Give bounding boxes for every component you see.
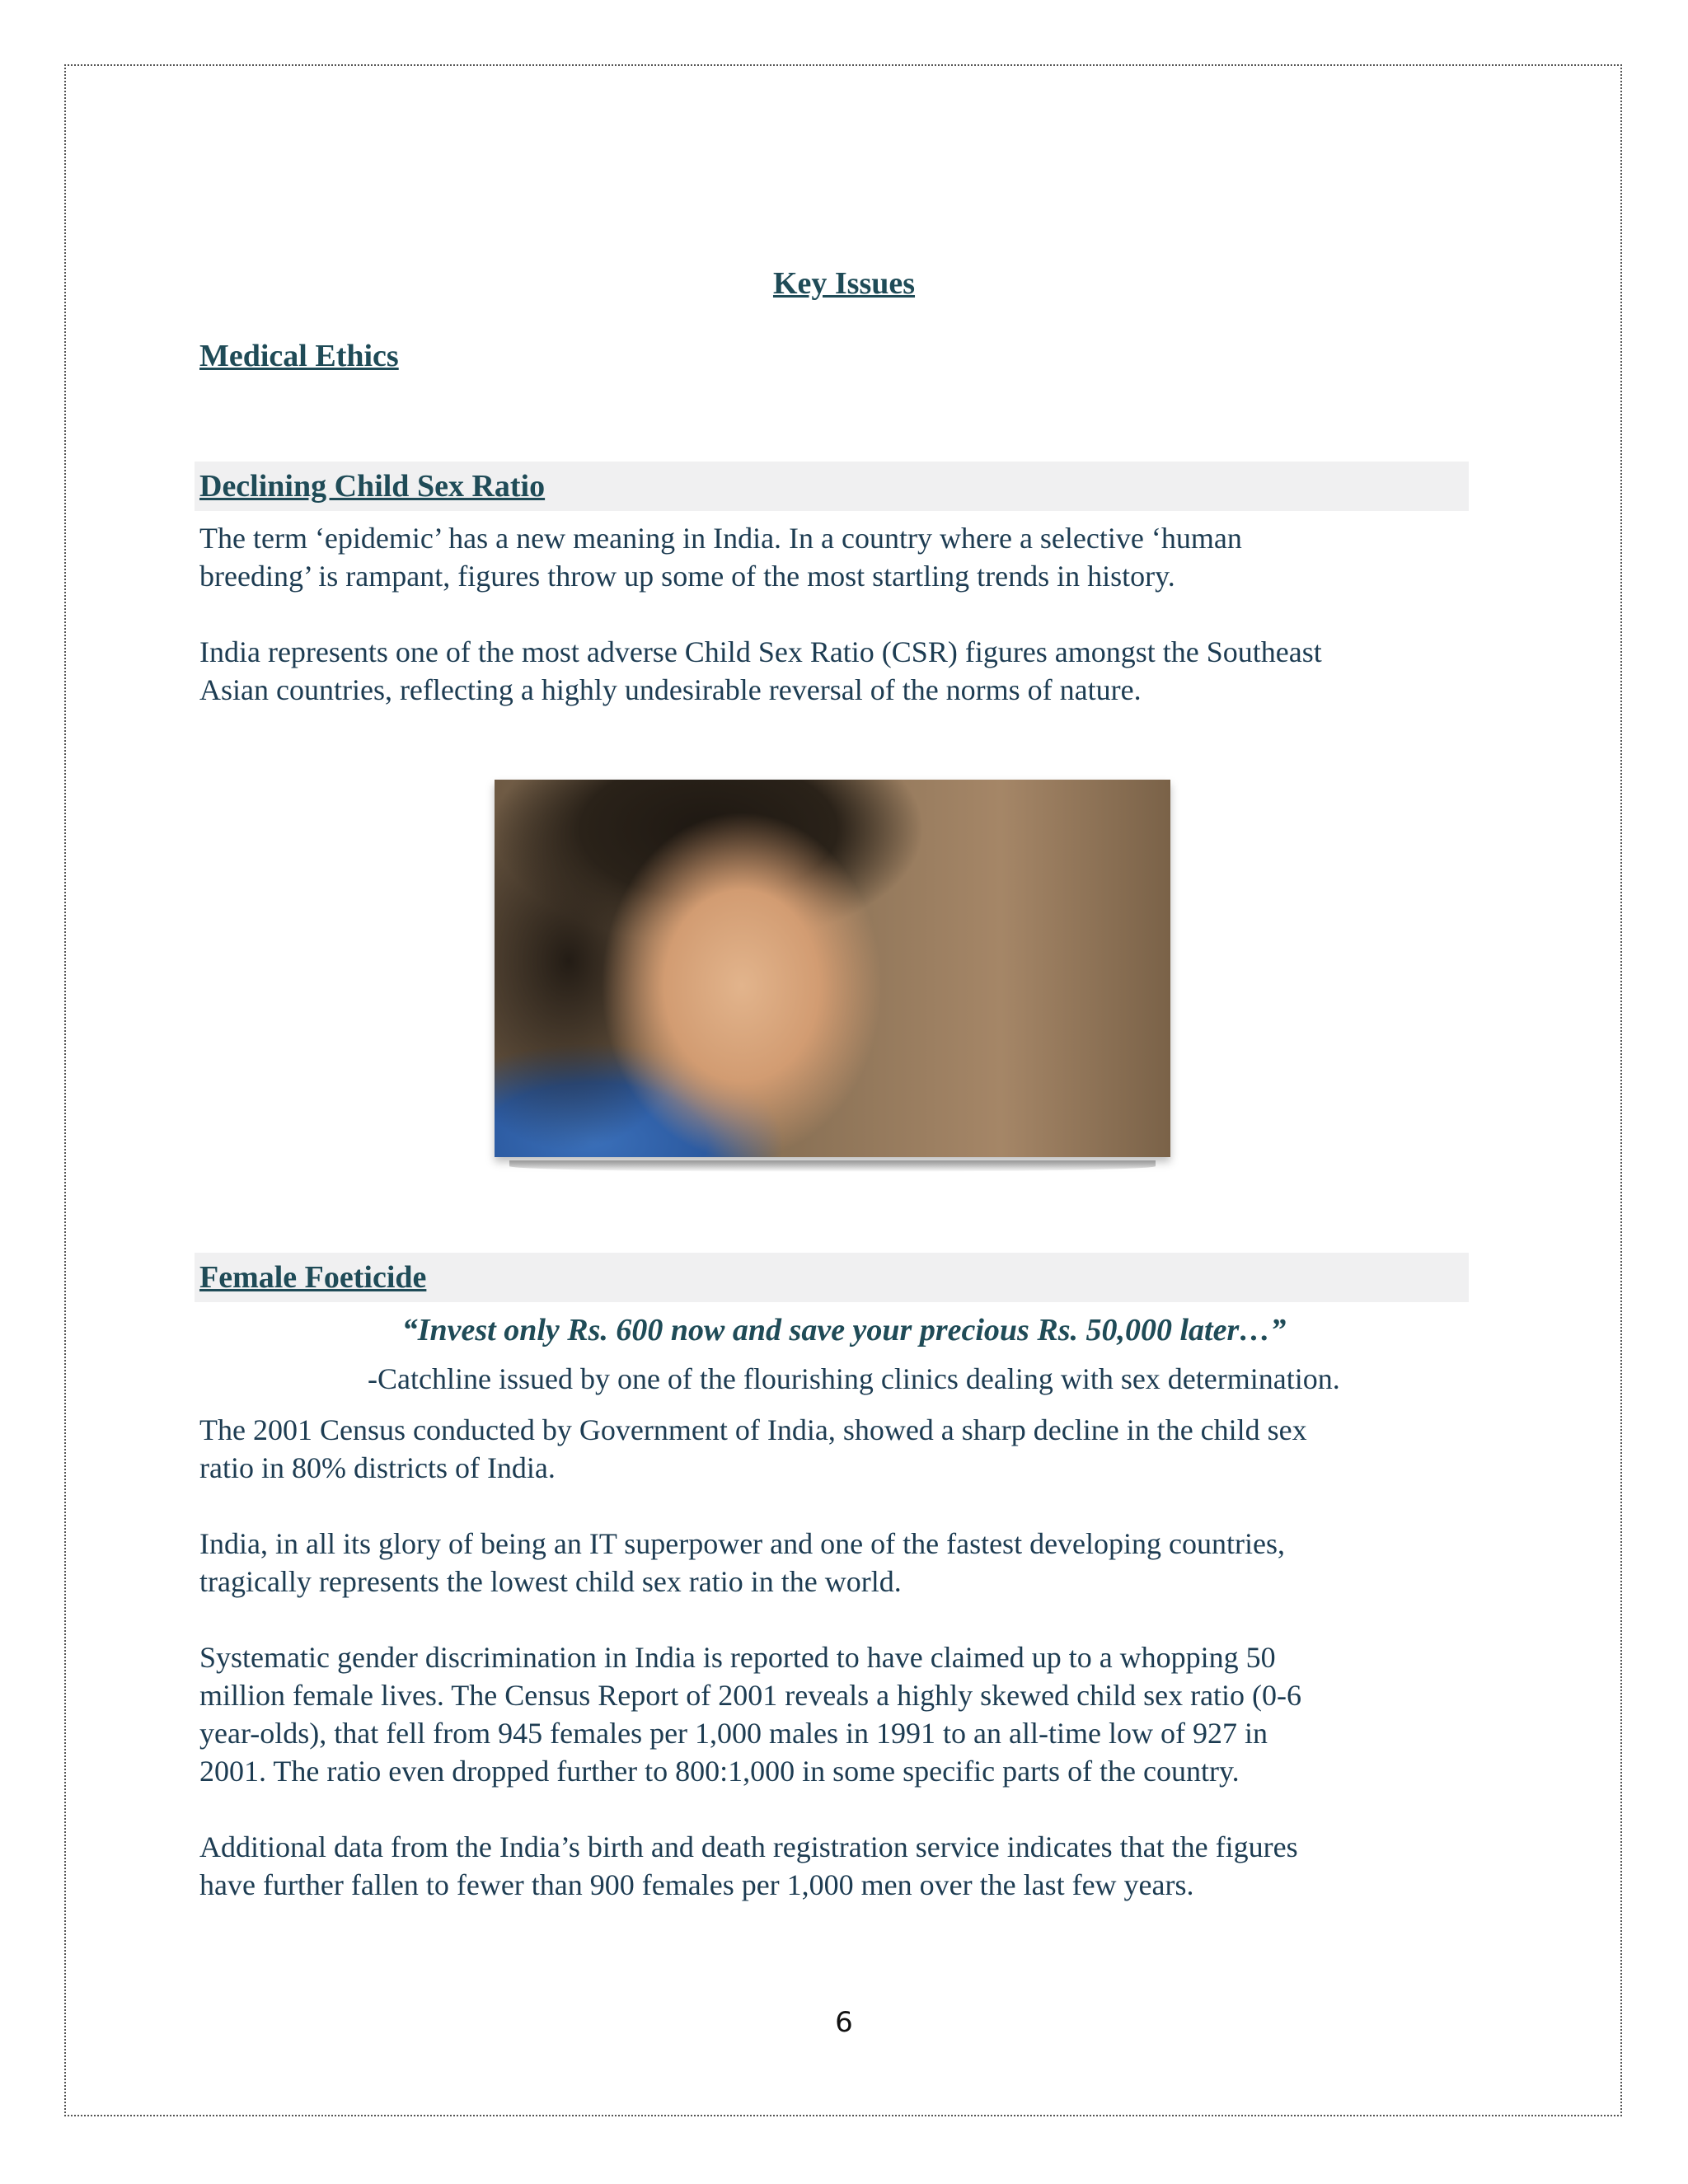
text-line: India represents one of the most adverse Child Sex Ratio (CSR) figures amongst the Southeast: [199, 635, 1322, 668]
text-line: The term ‘epidemic’ has a new meaning in India. In a country where a selective ‘human: [199, 522, 1242, 555]
paragraph-epidemic: [199, 519, 1469, 595]
child-photo-figure: [495, 780, 1170, 1157]
text-line: The 2001 Census conducted by Government of India, showed a sharp decline in the child sex: [199, 1413, 1307, 1446]
text-line: Systematic gender discrimination in India is reported to have claimed up to a whopping 50: [199, 1641, 1276, 1674]
text-line: year-olds), that fell from 945 females per 1,000 males in 1991 to an all-time low of 927 in: [199, 1717, 1268, 1750]
section-band-child-sex-ratio: [195, 462, 1469, 511]
text-line: ratio in 80% districts of India.: [199, 1451, 556, 1484]
page-number: 6: [835, 2006, 853, 2039]
section-heading-child-sex-ratio: Declining Child Sex Ratio: [199, 469, 546, 504]
text-line: Additional data from the India’s birth and death registration service indicates that the figures: [199, 1830, 1298, 1863]
text-line: 2001. The ratio even dropped further to 800:1,000 in some specific parts of the country.: [199, 1755, 1240, 1788]
section-heading-female-foeticide: Female Foeticide: [199, 1260, 427, 1295]
catchline: -Catchline issued by one of the flourishing clinics dealing with sex determination.: [368, 1362, 1340, 1395]
paragraph-it-superpower: [199, 1525, 1469, 1601]
section-band-female-foeticide: [195, 1253, 1469, 1302]
paragraph-csr: [199, 633, 1469, 709]
photo-shadow: [509, 1160, 1156, 1172]
section-heading-medical-ethics: Medical Ethics: [199, 339, 399, 373]
paragraph-discrimination: [199, 1638, 1469, 1790]
text-line: breeding’ is rampant, figures throw up some of the most startling trends in history.: [199, 560, 1175, 593]
text-line: have further fallen to fewer than 900 females per 1,000 men over the last few years.: [199, 1868, 1194, 1901]
text-line: tragically represents the lowest child sex ratio in the world.: [199, 1565, 902, 1598]
paragraph-census: [199, 1411, 1469, 1487]
page-title: Key Issues: [772, 266, 916, 301]
text-line: million female lives. The Census Report of 2001 reveals a highly skewed child sex ratio (0-6: [199, 1679, 1302, 1712]
text-line: Asian countries, reflecting a highly undesirable reversal of the norms of nature.: [199, 673, 1142, 706]
text-line: India, in all its glory of being an IT superpower and one of the fastest developing countries,: [199, 1527, 1285, 1560]
child-photo: [495, 780, 1170, 1157]
paragraph-registration-data: [199, 1828, 1469, 1904]
quote: “Invest only Rs. 600 now and save your precious Rs. 50,000 later…”: [401, 1313, 1287, 1347]
